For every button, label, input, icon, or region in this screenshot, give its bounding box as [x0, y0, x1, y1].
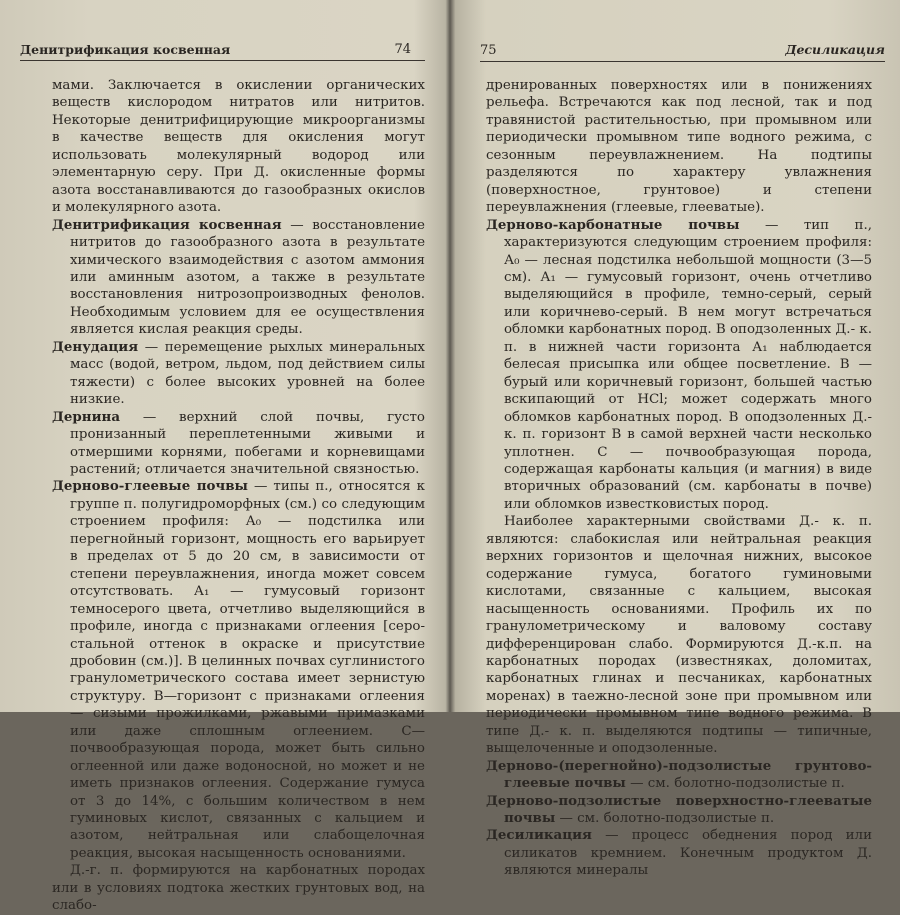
paragraph: Наиболее характерными свойствами Д.- к. п. являются: слабокислая или нейтральная реакция верхних горизонтов и щелочная нижних, высокое содержание гумуса, богатого гуминовыми кислотами, связанные с кальцием, высокая насыщенность основаниями. Профиль их по гранулометрическому и валовому составу дифференцирован слабо. Формируются Д.-к.п. на карбонатных породах (известняках, доломитах, карбонатных глинах и песчаниках, карбонатных моренах) в таежно-лесной зоне при промывном или периодически промывном типе водного режима. В типе Д.- к. п. выделяются подтипы — типичные, выщелоченные и оподзоленные.: [486, 514, 872, 757]
entry-text: — тип п., характеризуются следующим строением профиля: А₀ — лесная подстилка небольшой мощности (3—5 см). А₁ — гумусовый горизонт, очень отчетливо выделяющийся в профиле, темно-серый, серый или коричнево-серый. В нем могут встречаться обломки карбонатных пород. В оподзоленных Д.- к. п. в нижней части горизонта А₁ наблюдается белесая присыпка или общее посветление. В — бурый или коричневый горизонт, большей частью вскипающий от HCl; может содержать много обломков карбонатных пород. В оподзоленных Д.- к. п. горизонт В в самой верхней части несколько уплотнен. С — почвообразующая порода, содержащая карбонаты кальция (и магния) в виде вторичных образований (см. карбонаты в почве) или обломков известковистых пород.: [504, 217, 872, 512]
entry-term: Денитрификация косвенная: [52, 216, 282, 233]
running-head-right: Десиликация: [785, 42, 885, 57]
dictionary-entry: [52, 478, 425, 862]
entry-text: — процесс обеднения пород или силикатов кремнием. Конечным продуктом Д. являются минералы: [504, 828, 872, 879]
dictionary-entry: [52, 339, 425, 409]
dictionary-entry: [486, 793, 872, 828]
entry-text: — см. болотно-подзолистые п.: [625, 776, 845, 792]
dictionary-entry: [52, 409, 425, 479]
page-number-left: 74: [394, 42, 411, 57]
entry-term: Дерново-подзолистые поверхностно-глееватые почвы: [486, 792, 872, 827]
entry-text: — верхний слой почвы, густо пронизанный переплетенными живыми и отмершими корнями, побегами и корневищами растений; отличается значительной связностью.: [70, 409, 425, 477]
entry-term: Десиликация: [486, 827, 592, 844]
dictionary-entry: [486, 758, 872, 793]
dictionary-entry: [486, 217, 872, 514]
entry-term: Дерново-(перегнойно)-подзолистые грунтово-глеевые почвы: [486, 757, 872, 792]
entry-term: Дерново-карбонатные почвы: [486, 216, 740, 233]
left-page-header: [20, 42, 425, 61]
right-page-header: [480, 42, 885, 62]
dictionary-entry: [52, 217, 425, 339]
entry-text: — см. болотно-подзолистые п.: [555, 811, 775, 827]
right-page: [452, 0, 900, 879]
entry-text: — типы п., относятся к группе п. полугидроморфных (см.) со следующим строением профиля: А₀ — подстилка или перегнойный горизонт, мощность его варьирует в пределах от 5 до 20 см, в зависимости от степени переувлажнения, иногда может совсем отсутствовать. А₁ — гумусовый горизонт темносерого цвета, отчетливо выделяющийся в профиле, иногда с признаками оглеения [серо-стальной оттенок в окраске и присутствие дробовин (см.)]. В целинных почвах суглинистого гранулометрического состава имеет зернистую структуру. В—горизонт с признаками оглеения — сизыми прожилками, ржавыми примазками или даже сплошным оглеением. С—почвообразующая порода, может быть сильно оглеенной или даже водоносной, но может и не иметь признаков оглеения. Содержание гумуса от 3 до 14%, с большим количеством в нем гуминовых кислот, связанных с кальцием и азотом, нейтральная или слабощелочная реакция, высокая насыщенность основаниями.: [70, 479, 426, 861]
paragraph: дренированных поверхностях или в понижениях рельефа. Встречаются как под лесной, так и под травянистой растительностью, при промывном или периодически промывном типе водного режима, с сезонным переувлажнением. На подтипы разделяются по характеру увлажнения (поверхностное, грунтовое) и степени переувлажнения (глеевые, глееватые).: [486, 78, 872, 216]
entry-term: Дернина: [52, 408, 120, 425]
left-page: [0, 0, 450, 914]
page-number-right: 75: [480, 43, 497, 58]
right-page-body: [486, 77, 872, 880]
entry-text: — перемещение рыхлых минеральных масс (водой, ветром, льдом, под действием силы тяжести) с более высоких уровней на более низкие.: [70, 339, 425, 408]
left-page-body: [52, 77, 425, 915]
entry-text: — восстановление нитритов до газообразного азота в результате химического взаимодействия с азотом аммония или аминным азотом, а также в результате восстановления нитрозопроизводных фенолов. Необходимым условием для ее осуществления является кислая реакция среды.: [70, 217, 425, 338]
dictionary-entry: [486, 827, 872, 879]
running-head-left: Денитрификация косвенная: [20, 42, 231, 57]
paragraph: мами. Заключается в окислении органических веществ кислородом нитратов или нитритов. Некоторые денитрифицирующие микроорганизмы в качестве веществ для окисления могут использовать молекулярный водород или элементарную серу. При Д. окисленные формы азота восстанавливаются до газообразных окислов и молекулярного азота.: [52, 78, 425, 216]
paragraph: Д.-г. п. формируются на карбонатных породах или в условиях подтока жестких грунтовых вод, на слабо-: [52, 863, 425, 914]
entry-term: Дерново-глеевые почвы: [52, 478, 248, 495]
entry-term: Денудация: [52, 338, 139, 355]
